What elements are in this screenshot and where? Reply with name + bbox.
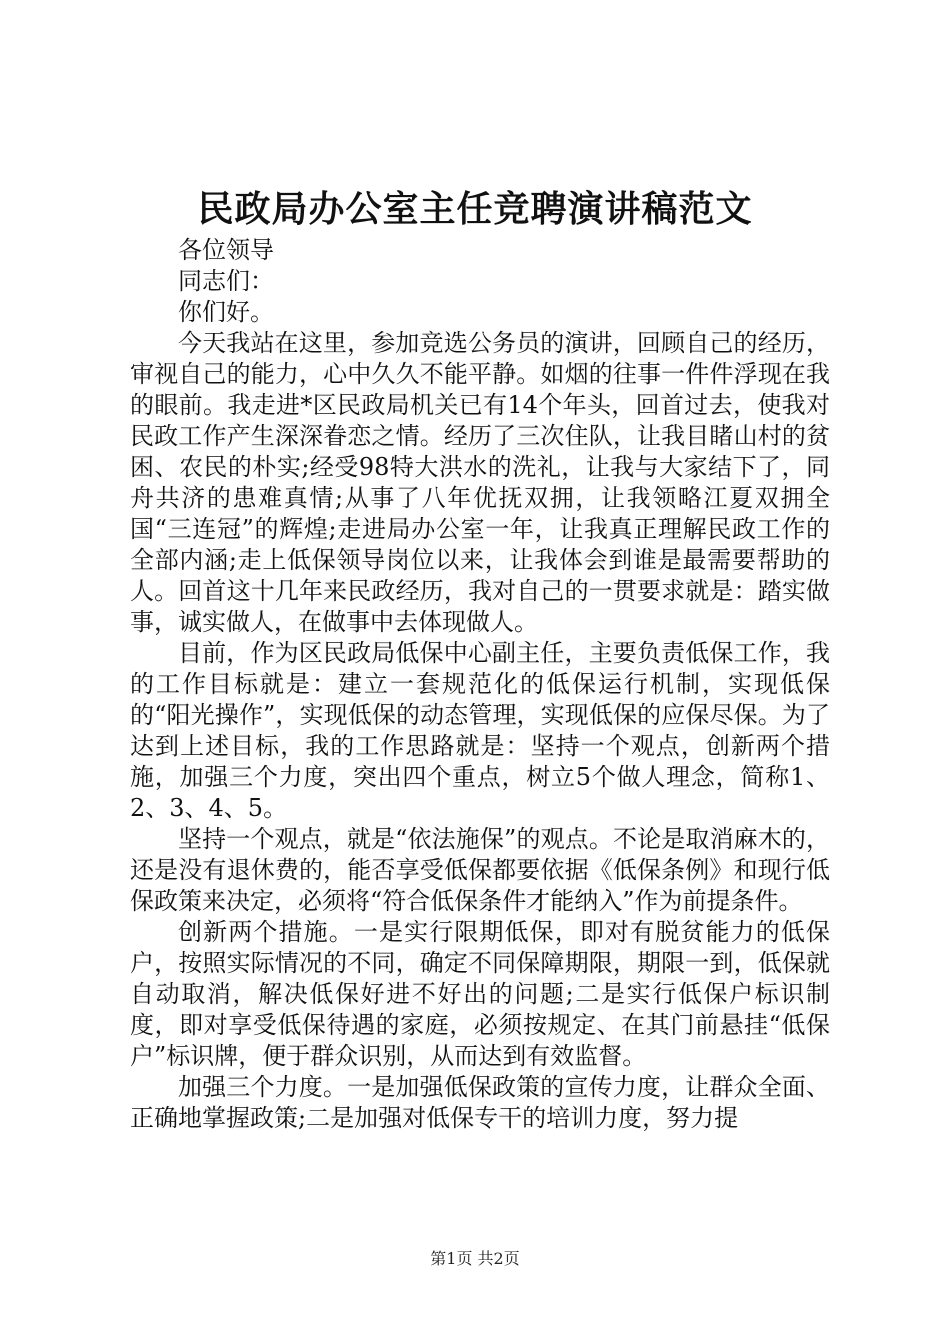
paragraph-goals: 目前，作为区民政局低保中心副主任，主要负责低保工作，我的工作目标就是：建立一套规范化的低保运行机制，实现低保的“阳光操作”，实现低保的动态管理，实现低保的应保尽保。为了达到上述目标，我的工作思路就是：坚持一个观点，创新两个措施，加强三个力度，突出四个重点，树立5个做人理念，简称1、2、3、4、5。 bbox=[130, 639, 830, 822]
greeting: 你们好。 bbox=[178, 298, 274, 326]
paragraph-one-viewpoint: 坚持一个观点，就是“依法施保”的观点。不论是取消麻木的，还是没有退休费的，能否享受低保都要依据《低保条例》和现行低保政策来决定，必须将“符合低保条件才能纳入”作为前提条件。 bbox=[130, 825, 830, 915]
paragraph-three-efforts: 加强三个力度。一是加强低保政策的宣传力度，让群众全面、正确地掌握政策;二是加强对低保专干的培训力度，努力提 bbox=[130, 1073, 830, 1132]
salutation-leaders: 各位领导 bbox=[178, 236, 274, 264]
document-body bbox=[130, 235, 830, 1134]
page-footer: 第1页 共2页 bbox=[430, 1249, 520, 1268]
document-title: 民政局办公室主任竞聘演讲稿范文 bbox=[197, 188, 753, 230]
paragraph-intro: 今天我站在这里，参加竞选公务员的演讲，回顾自己的经历，审视自己的能力，心中久久不能平静。如烟的往事一件件浮现在我的眼前。我走进*区民政局机关已有14个年头，回首过去，使我对民政工作产生深深眷恋之情。经历了三次住队，让我目睹山村的贫困、农民的朴实;经受98特大洪水的洗礼，让我与大家结下了，同舟共济的患难真情;从事了八年优抚双拥，让我领略江夏双拥全国“三连冠”的辉煌;走进局办公室一年，让我真正理解民政工作的全部内涵;走上低保领导岗位以来，让我体会到谁是最需要帮助的人。回首这十几年来民政经历，我对自己的一贯要求就是：踏实做事，诚实做人，在做事中去体现做人。 bbox=[130, 329, 830, 636]
paragraph-two-measures: 创新两个措施。一是实行限期低保，即对有脱贫能力的低保户，按照实际情况的不同，确定不同保障期限，期限一到，低保就自动取消，解决低保好进不好出的问题;二是实行低保户标识制度，即对享受低保待遇的家庭，必须按规定、在其门前悬挂“低保户”标识牌，便于群众识别，从而达到有效监督。 bbox=[130, 918, 830, 1070]
salutation-comrades: 同志们： bbox=[178, 267, 274, 295]
